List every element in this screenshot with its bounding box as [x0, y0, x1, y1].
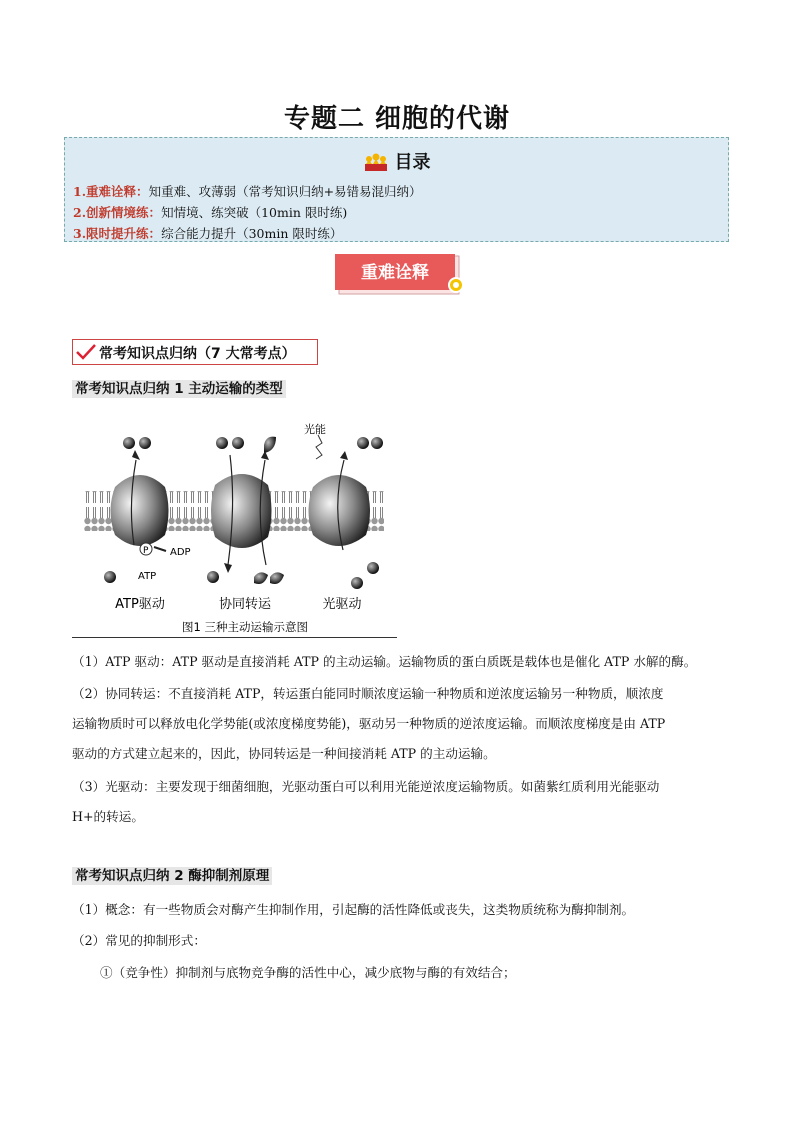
kp1-para-2b: 运输物质时可以释放电化学势能(或浓度梯度势能)，驱动另一种物质的逆浓度运输。而顺浓度梯度是由 ATP	[72, 716, 666, 731]
transport-figure	[70, 405, 397, 637]
kp1-para-3: （3）光驱动：主要发现于细菌细胞，光驱动蛋白可以利用光能逆浓度运输物质。如菌紫红质利用光能驱动	[72, 779, 660, 794]
toc-heading: 目录	[65, 148, 728, 174]
kp1-para-3b: H+的转运。	[72, 809, 144, 824]
section-box: 常考知识点归纳（7 大常考点）	[72, 339, 318, 365]
kp1-para-2: （2）协同转运：不直接消耗 ATP，转运蛋白能同时顺浓度运输一种物质和逆浓度运输另一种物质，顺浓度	[72, 686, 664, 701]
svg-text:协同转运: 协同转运	[218, 597, 272, 612]
svg-text:ATP: ATP	[138, 571, 157, 582]
crown-icon	[363, 153, 389, 173]
svg-text:光驱动: 光驱动	[322, 597, 362, 612]
toc-item: 2.创新情境练：知情境、练突破（10min 限时练)	[73, 205, 348, 220]
section-badge	[333, 252, 465, 298]
kp1-para-2c: 驱动的方式建立起来的，因此，协同转运是一种间接消耗 ATP 的主动运输。	[72, 746, 496, 761]
page-title: 专题二 细胞的代谢	[283, 104, 511, 134]
kp2-para-1: （1）概念：有一些物质会对酶产生抑制作用，引起酶的活性降低或丧失，这类物质统称为酶抑制剂。	[72, 902, 635, 917]
svg-text:ADP: ADP	[170, 547, 191, 558]
kp2-para-2: （2）常见的抑制形式：	[72, 933, 206, 948]
svg-text:ATP驱动: ATP驱动	[115, 597, 165, 612]
badge-text: 重难诠释	[361, 263, 429, 283]
check-icon	[75, 343, 97, 361]
table-of-contents	[64, 137, 729, 242]
toc-item: 1.重难诠释：知重难、攻薄弱（常考知识归纳+易错易混归纳）	[73, 184, 422, 199]
figure-divider	[72, 637, 397, 638]
svg-text:图1 三种主动运输示意图: 图1 三种主动运输示意图	[182, 620, 308, 634]
kp1-heading: 常考知识点归纳 1 主动运输的类型	[72, 377, 286, 397]
kp2-heading: 常考知识点归纳 2 酶抑制剂原理	[72, 864, 272, 884]
kp2-para-3: ①（竞争性）抑制剂与底物竞争酶的活性中心，减少底物与酶的有效结合；	[100, 965, 516, 980]
svg-text:光能: 光能	[304, 423, 326, 436]
toc-item: 3.限时提升练：综合能力提升（30min 限时练）	[73, 226, 343, 241]
kp1-para-1: （1）ATP 驱动：ATP 驱动是直接消耗 ATP 的主动运输。运输物质的蛋白质既是载体也是催化 ATP 水解的酶。	[72, 654, 697, 669]
svg-text:P: P	[143, 546, 149, 556]
